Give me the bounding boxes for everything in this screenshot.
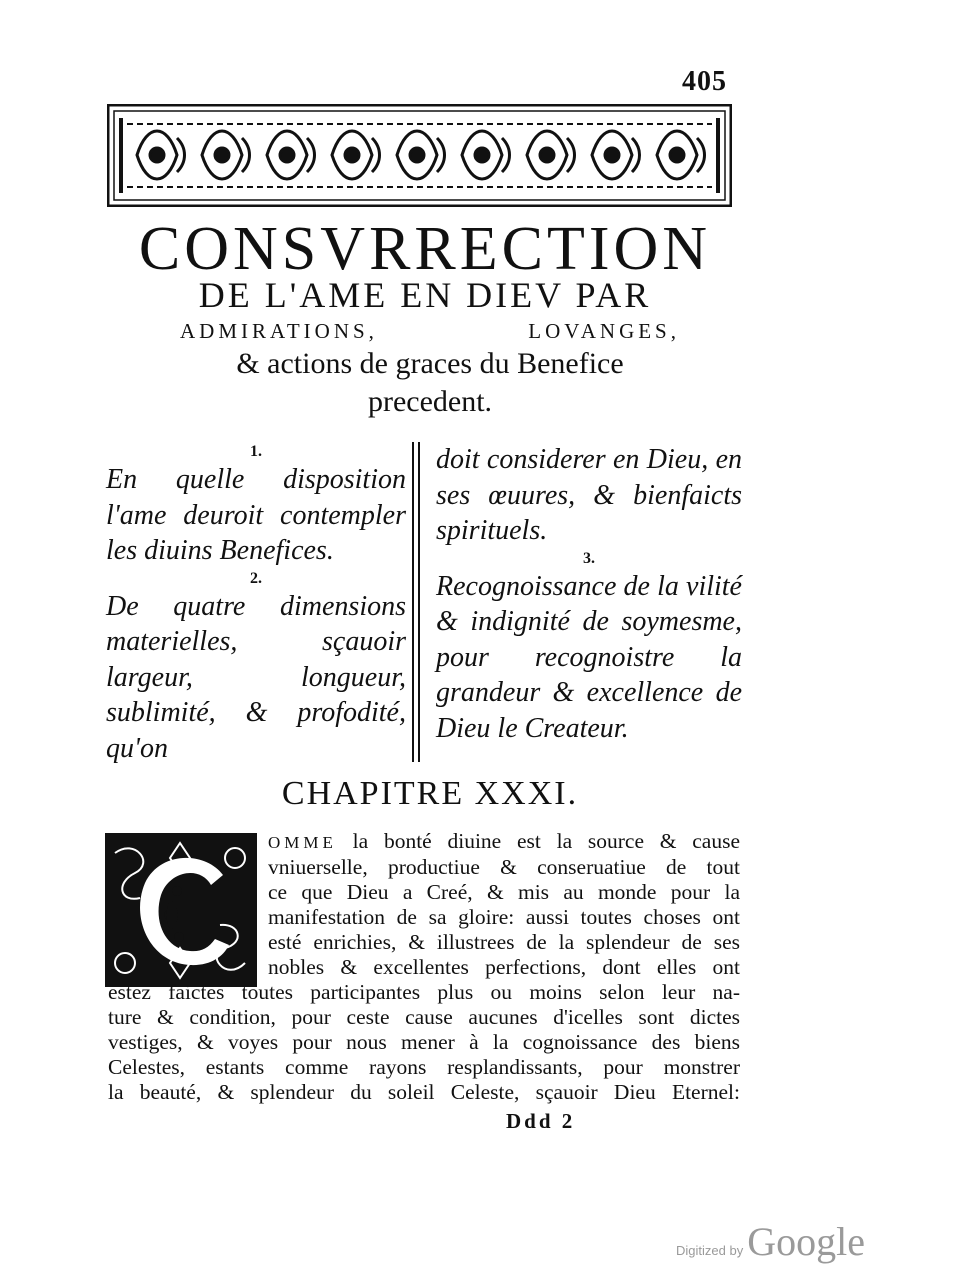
title-line-3 [180, 318, 680, 344]
summary-number: 2. [250, 569, 262, 587]
body-line: ture & condition, pour ceste cause aucunes d'icelles sont dictes [108, 1005, 740, 1029]
watermark-logo-text: Google [747, 1219, 865, 1264]
column-rule [412, 442, 414, 762]
title-line-1: CONSVRRECTION [138, 215, 712, 283]
body-line: esté enrichies, & illustrees de la splendeur de ses [268, 930, 740, 954]
body-line: OMME la bonté diuine est la source & cause [268, 829, 740, 853]
body-line: nobles & excellentes perfections, dont elles ont [268, 955, 740, 979]
summary-item: En quelle disposition l'ame deuroit contempler les diuins Benefices. [106, 464, 406, 566]
body-line: Celestes, estants comme rayons resplandissants, pour monstrer [108, 1055, 740, 1079]
title-word-admirations: ADMIRATIONS, [180, 319, 378, 343]
ornament-motif [137, 131, 185, 179]
body-line: vniuerselle, productiue & conseruatiue de tout [268, 855, 740, 879]
first-word: OMME [268, 833, 337, 852]
summary-number: 3. [583, 549, 595, 567]
chapter-summary [106, 442, 742, 762]
column-rule [418, 442, 420, 762]
summary-item: doit considerer en Dieu, en ses œuures, & bienfaicts spirituels. [436, 444, 742, 546]
body-paragraph [108, 829, 740, 1105]
title-line-5: precedent. [367, 385, 493, 418]
signature-mark: Ddd 2 [506, 1109, 576, 1133]
body-line: manifestation de sa gloire: aussi toutes choses ont [268, 905, 740, 929]
chapter-heading: CHAPITRE XXXI. [281, 775, 579, 812]
page-number: 405 [682, 66, 727, 97]
summary-column-left [106, 442, 406, 766]
title-line-2: DE L'AME EN DIEV PAR [198, 275, 652, 315]
digitized-by-google-watermark [676, 1218, 916, 1262]
ornamental-headpiece [107, 104, 732, 207]
summary-number: 1. [250, 443, 262, 460]
body-line: ce que Dieu a Creé, & mis au monde pour la [268, 880, 740, 904]
body-line: estez faictes toutes participantes plus ou moins selon leur na- [108, 980, 740, 1004]
title-line-4: & actions de graces du Benefice [236, 347, 624, 380]
body-line: la beauté, & splendeur du soleil Celeste, sçauoir Dieu Eternel: [108, 1080, 740, 1104]
body-line: vestiges, & voyes pour nous mener à la cognoissance des biens [108, 1030, 740, 1054]
title-word-louanges: LOVANGES, [528, 319, 680, 343]
summary-column-right [436, 442, 742, 746]
summary-item: Recognoissance de la vilité & indignité de soymesme, pour recognoistre la grandeur & excellence de Dieu le Createur. [436, 570, 742, 744]
watermark-small-text: Digitized by [676, 1243, 744, 1258]
summary-item: De quatre dimensions materielles, sçauoir largeur, longueur, sublimité, & profodité, qu'on [106, 590, 406, 764]
